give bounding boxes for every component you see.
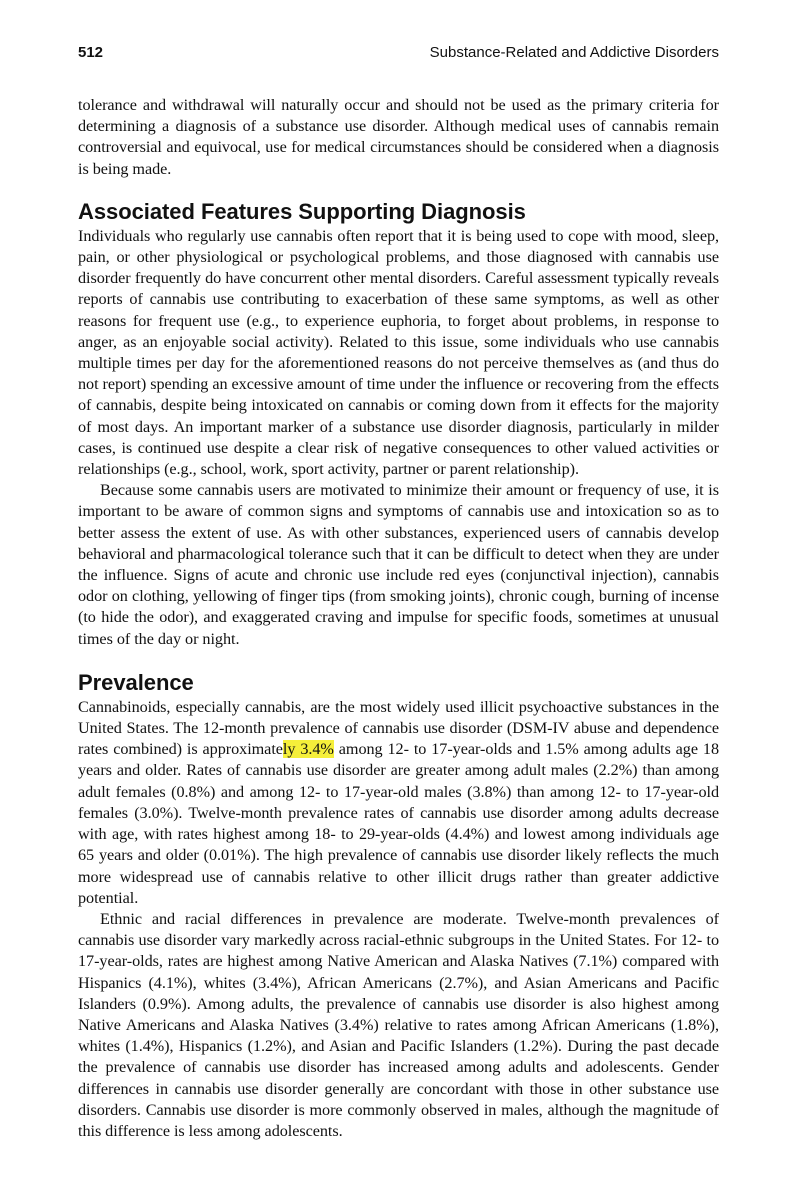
running-head xyxy=(78,44,719,66)
page-number: 512 xyxy=(78,44,104,61)
prevalence-heading: Prevalence xyxy=(78,669,194,695)
running-title: Substance-Related and Addictive Disorders xyxy=(429,44,719,61)
associated-features-paragraph-2: Because some cannabis users are motivated to minimize their amount or frequency of use, it is important to be aware of common signs and symptoms of cannabis use and intoxication so as to better assess the extent of use. As with other substances, experienced users of cannabis develop behavioral and pharmacological tolerance such that it can be difficult to detect when they are under the influence. Signs of acute and chronic use include red eyes (conjunctival injection), cannabis odor on clothing, yellowing of finger tips (from smoking joints), chronic cough, burning of incense (to hide the odor), and exaggerated craving and impulse for specific foods, sometimes at unusual times of the day or night. xyxy=(78,481,719,648)
highlighted-text: ly 3.4% xyxy=(282,740,334,759)
prevalence-paragraph-1 xyxy=(78,697,719,909)
intro-paragraph: tolerance and withdrawal will naturally occur and should not be used as the primary criteria for determining a diagnosis of a substance use disorder. Although medical uses of cannabis remain controversial and equivocal, use for medical circumstances should be considered when a diagnosis is being made. xyxy=(78,96,719,178)
prevalence-paragraph-1-lead: Cannabinoids, especially cannabis, are the most widely used illicit psychoactive substances in the United States. The 12-month prevalence of cannabis use disorder (DSM-IV abuse and dependence rates combined) is approximate xyxy=(78,697,719,759)
prevalence-paragraph-1-rest: among 12- to 17-year-olds and 1.5% among adults age 18 years and older. Rates of cannabis use disorder are greater among adult males (2.2%) than among adult females (0.8%) and among 12- to 17-year-old males (3.8%) than among 12- to 17-year-old females (3.0%). Twelve-month prevalence rates of cannabis use disorder among adults decrease with age, with rates highest among 18- to 29-year-olds (4.4%) and lowest among individuals age 65 years and older (0.01%). The high prevalence of cannabis use disorder likely reflects the much more widespread use of cannabis relative to other illicit drugs rather than greater addictive potential. xyxy=(78,740,719,907)
associated-features-paragraph-1: Individuals who regularly use cannabis often report that it is being used to cope with mood, sleep, pain, or other physiological or psychological problems, and those diagnosed with cannabis use disorder frequently do have concurrent other mental disorders. Careful assessment typically reveals reports of cannabis use contributing to exacerbation of these same symptoms, as well as other reasons for frequent use (e.g., to experience euphoria, to forget about problems, in response to anger, as an enjoyable social activity). Related to this issue, some individuals who use cannabis multiple times per day for the aforementioned reasons do not perceive themselves as (and thus do not report) spending an excessive amount of time under the influence or recovering from the effects of cannabis, despite being intoxicated on cannabis or coming down from it effects for the majority of most days. An important marker of a substance use disorder diagnosis, particularly in milder cases, is continued use despite a clear risk of negative consequences to other valued activities or relationships (e.g., school, work, sport activity, partner or parent relationship). xyxy=(78,226,719,479)
associated-features-heading: Associated Features Supporting Diagnosis xyxy=(78,198,526,224)
prevalence-paragraph-2: Ethnic and racial differences in prevalence are moderate. Twelve-month prevalences of cannabis use disorder vary markedly across racial-ethnic subgroups in the United States. For 12- to 17-year-olds, rates are highest among Native American and Alaska Natives (7.1%) compared with Hispanics (4.1%), whites (3.4%), African Americans (2.7%), and Asian Americans and Pacific Islanders (0.9%). Among adults, the prevalence of cannabis use disorder is also highest among Native Americans and Alaska Natives (3.4%) relative to rates among African Americans (1.8%), whites (1.4%), Hispanics (1.2%), and Asian and Pacific Islanders (1.2%). During the past decade the prevalence of cannabis use disorder has increased among adults and adolescents. Gender differences in cannabis use disorder generally are concordant with those in other substance use disorders. Cannabis use disorder is more commonly observed in males, although the magnitude of this difference is less among adolescents. xyxy=(78,909,719,1140)
page-body xyxy=(78,95,719,1142)
